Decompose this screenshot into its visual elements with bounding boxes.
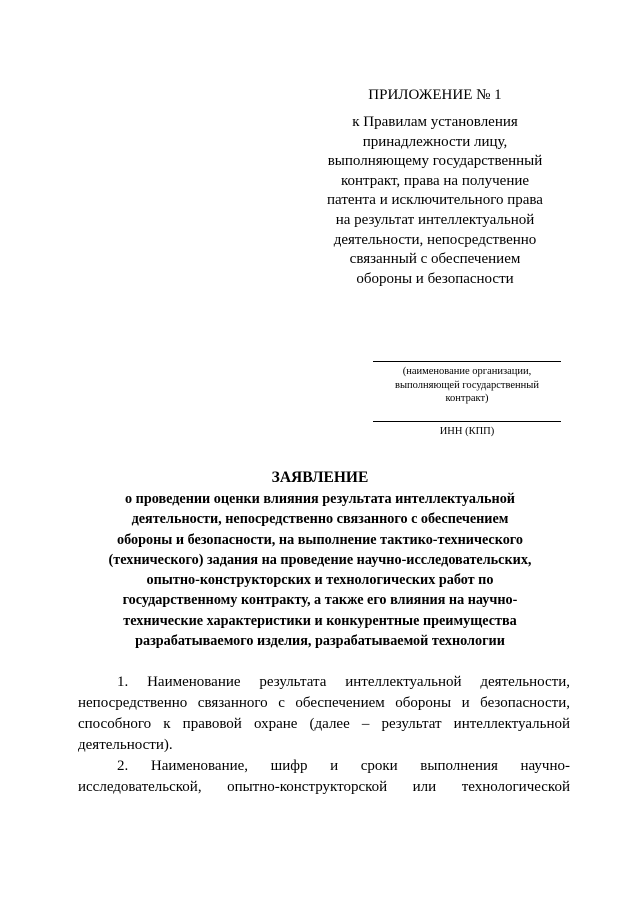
- subtitle-line: о проведении оценки влияния результата интеллектуальной: [125, 491, 515, 507]
- appendix-line: на результат интеллектуальной: [335, 211, 535, 228]
- inn-blank-line: [373, 421, 561, 422]
- paragraph-line: деятельности).: [78, 737, 173, 753]
- appendix-line: выполняющему государственный: [327, 153, 543, 170]
- subtitle-line: государственному контракту, а также его влияния на научно-: [122, 592, 518, 609]
- paragraph-line: непосредственно связанного с обеспечением обороны и безопасности,: [78, 695, 570, 711]
- appendix-line: патента и исключительного права: [327, 192, 543, 209]
- item-2-paragraph: [78, 756, 570, 798]
- subtitle-line: обороны и безопасности, на выполнение тактико-технического: [117, 531, 523, 548]
- organization-caption: (наименование организации, выполняющей государственный контракт): [395, 366, 539, 404]
- appendix-line: связанный с обеспечением: [349, 251, 521, 268]
- appendix-line: деятельности, непосредственно: [333, 231, 537, 248]
- subtitle-line: (технического) задания на проведение научно-исследовательских,: [108, 551, 532, 568]
- paragraph-line: способного к правовой охране (далее – результат интеллектуальной: [78, 716, 570, 732]
- appendix-line: обороны и безопасности: [356, 270, 514, 287]
- item-1-paragraph: [78, 672, 570, 756]
- subtitle-line: технические характеристики и конкурентные преимущества: [123, 612, 517, 629]
- appendix-heading: ПРИЛОЖЕНИЕ № 1: [368, 87, 502, 103]
- paragraph-line: 1. Наименование результата интеллектуальной деятельности,: [117, 674, 570, 690]
- organization-blank-line: [373, 361, 561, 362]
- statement-title: ЗАЯВЛЕНИЕ: [271, 469, 369, 486]
- appendix-line: принадлежности лицу,: [362, 133, 508, 150]
- statement-subtitle: [60, 489, 580, 651]
- subtitle-line: опытно-конструкторских и технологических работ по: [146, 572, 494, 589]
- organization-field: [372, 361, 562, 406]
- appendix-text: [300, 113, 570, 289]
- subtitle-line: разрабатываемого изделия, разрабатываемой технологии: [135, 633, 505, 650]
- subtitle-line: деятельности, непосредственно связанного с обеспечением: [131, 511, 509, 528]
- inn-field: [372, 421, 562, 439]
- paragraph-line: исследовательской, опытно-конструкторской или технологической: [78, 779, 570, 795]
- appendix-line: к Правилам установления: [352, 114, 518, 130]
- paragraph-line: 2. Наименование, шифр и сроки выполнения научно-: [117, 758, 570, 774]
- appendix-line: контракт, права на получение: [340, 172, 530, 189]
- inn-caption: ИНН (КПП): [439, 426, 495, 437]
